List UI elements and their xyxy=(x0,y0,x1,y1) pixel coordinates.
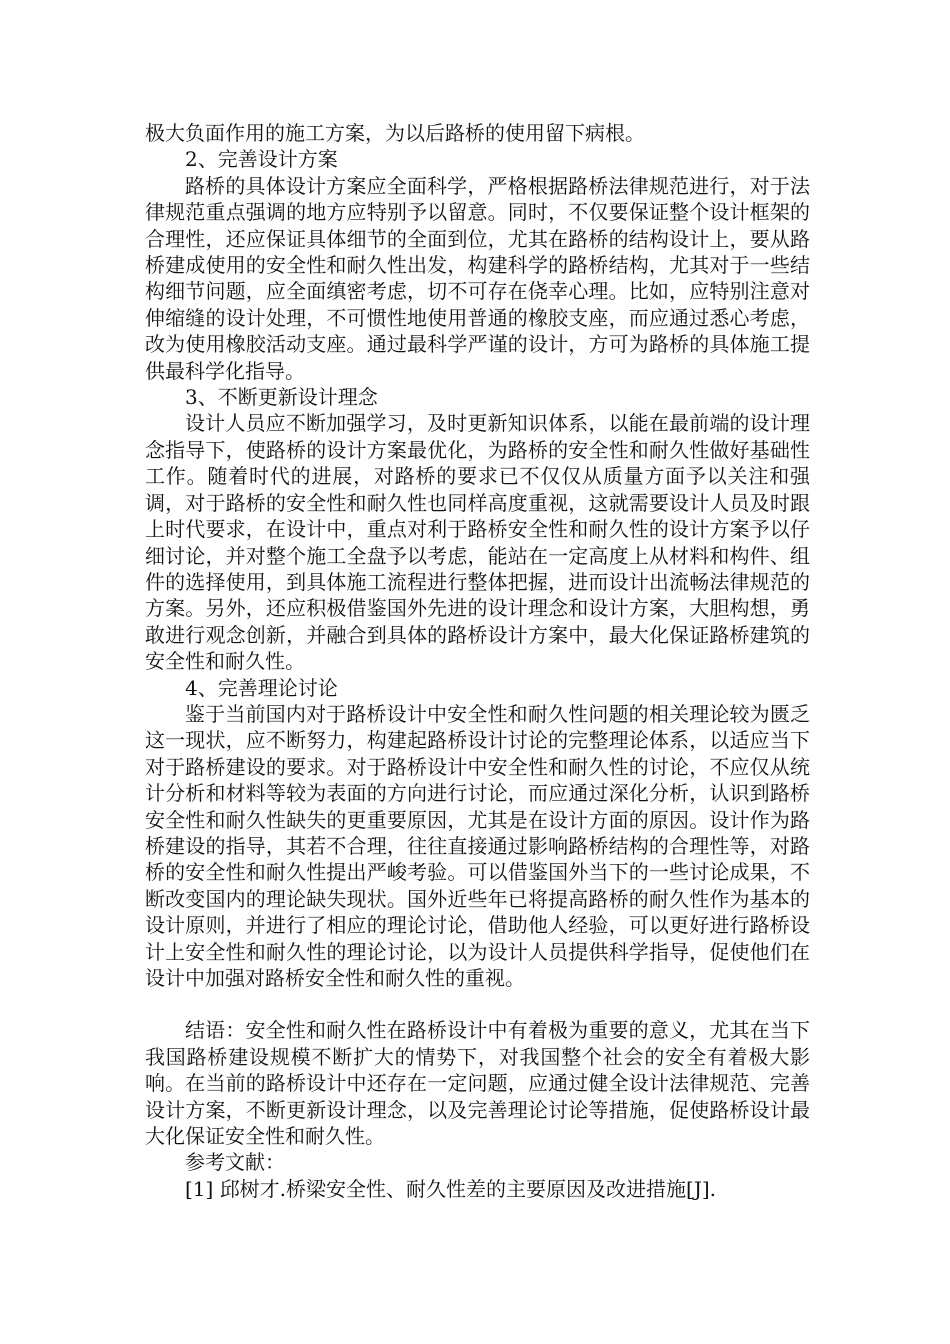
section-3-heading: 3、不断更新设计理念 xyxy=(185,385,378,410)
section-4-heading: 4、完善理论讨论 xyxy=(185,675,338,700)
conclusion-paragraph: 结语：安全性和耐久性在路桥设计中有着极为重要的意义，尤其在当下我国路桥建设规模不断扩大的情势下，对我国整个社会的安全有着极大影响。在当前的路桥设计中还存在一定问题，应通过健全设计法律规范、完善设计方案，不断更新设计理念，以及完善理论讨论等措施，促使路桥设计最大化保证安全性和耐久性。 xyxy=(145,1018,810,1149)
section-2-paragraph: 路桥的具体设计方案应全面科学，严格根据路桥法律规范进行，对于法律规范重点强调的地方应特别予以留意。同时，不仅要保证整个设计框架的合理性，还应保证具体细节的全面到位，尤其在路桥的结构设计上，要从路桥建成使用的安全性和耐久性出发，构建科学的路桥结构，尤其对于一些结构细节问题，应全面缜密考虑，切不可存在侥幸心理。比如，应特别注意对伸缩缝的设计处理，不可惯性地使用普通的橡胶支座，而应通过悉心考虑，改为使用橡胶活动支座。通过最科学严谨的设计，方可为路桥的具体施工提供最科学化指导。 xyxy=(145,173,810,383)
paragraph-gap xyxy=(145,991,810,1017)
section-4-paragraph: 鉴于当前国内对于路桥设计中安全性和耐久性问题的相关理论较为匮乏这一现状，应不断努力，构建起路桥设计讨论的完整理论体系，以适应当下对于路桥建设的要求。对于路桥设计中安全性和耐久性的讨论，不应仅从统计分析和材料等较为表面的方向进行讨论，而应通过深化分析，认识到路桥安全性和耐久性缺失的更重要原因，尤其是在设计方面的原因。设计作为路桥建设的指导，其若不合理，往往直接通过影响路桥结构的合理性等，对路桥的安全性和耐久性提出严峻考验。可以借鉴国外当下的一些讨论成果，不断改变国内的理论缺失现状。国外近些年已将提高路桥的耐久性作为基本的设计原则，并进行了相应的理论讨论，借助他人经验，可以更好进行路桥设计上安全性和耐久性的理论讨论，以为设计人员提供科学指导，促使他们在设计中加强对路桥安全性和耐久性的重视。 xyxy=(145,701,810,990)
opening-line: 极大负面作用的施工方案，为以后路桥的使用留下病根。 xyxy=(145,121,645,145)
reference-item-1: [1] 邱树才.桥梁安全性、耐久性差的主要原因及改进措施[J]. xyxy=(185,1176,717,1201)
references-heading: 参考文献： xyxy=(185,1150,285,1175)
section-2-heading: 2、完善设计方案 xyxy=(185,147,338,172)
document-body xyxy=(145,120,810,1202)
section-3-paragraph: 设计人员应不断加强学习，及时更新知识体系，以能在最前端的设计理念指导下，使路桥的设计方案最优化，为路桥的安全性和耐久性做好基础性工作。随着时代的进展，对路桥的要求已不仅仅从质量方面予以关注和强调，对于路桥的安全性和耐久性也同样高度重视，这就需要设计人员及时跟上时代要求，在设计中，重点对利于路桥安全性和耐久性的设计方案予以仔细讨论，并对整个施工全盘予以考虑，能站在一定高度上从材料和构件、组件的选择使用，到具体施工流程进行整体把握，进而设计出流畅法律规范的方案。另外，还应积极借鉴国外先进的设计理念和设计方案，大胆构想，勇敢进行观念创新，并融合到具体的路桥设计方案中，最大化保证路桥建筑的安全性和耐久性。 xyxy=(145,411,810,674)
